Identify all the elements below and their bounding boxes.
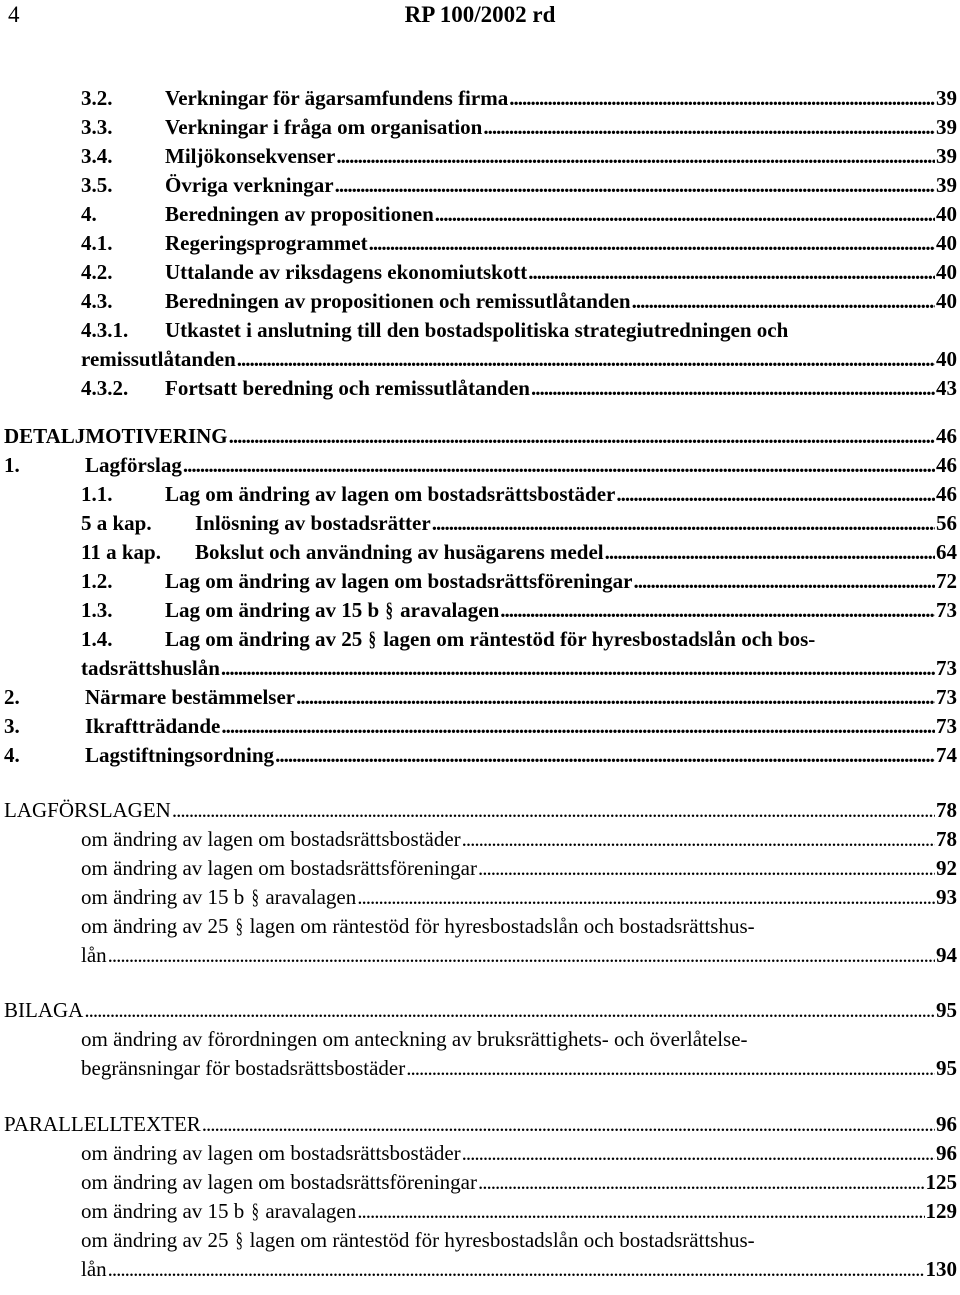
toc-entry-page: 39: [936, 173, 957, 198]
toc-entry[interactable]: [0, 229, 957, 258]
page-header: [0, 0, 960, 36]
toc-entry[interactable]: [0, 596, 957, 625]
toc-entry[interactable]: [0, 854, 957, 883]
toc-leader-dots: [605, 538, 935, 567]
document-id: RP 100/2002 rd: [404, 2, 556, 27]
toc-leader-dots: [435, 200, 935, 229]
toc-entry-title: Uttalande av riksdagens ekonomiutskott: [165, 260, 528, 285]
toc-leader-dots: [616, 480, 935, 509]
toc-section-parallelltexter[interactable]: [0, 1110, 957, 1139]
toc-section-title: LAGFÖRSLAGEN: [4, 798, 171, 823]
toc-entry-page: 40: [936, 289, 957, 314]
toc-leader-dots: [462, 825, 935, 854]
toc-section-title: DETALJMOTIVERING: [4, 423, 228, 448]
toc-entry[interactable]: [0, 1139, 957, 1168]
toc-entry[interactable]: [0, 451, 957, 480]
toc-entry-page: 73: [936, 655, 957, 680]
toc-section-detaljmotivering[interactable]: [0, 422, 957, 451]
toc-entry-number: 3.: [4, 713, 20, 738]
toc-entry-title: Utkastet i anslutning till den bostadspolitiska strategiutredningen och: [165, 318, 789, 343]
toc-leader-dots: [357, 1197, 924, 1226]
toc-entry-title: tadsrättshuslån: [81, 655, 220, 680]
toc-entry-number: 4.2.: [81, 260, 113, 285]
toc-entry-page: 46: [936, 423, 957, 448]
toc-entry-page: 72: [936, 568, 957, 593]
toc-entry-title: Verkningar för ägarsamfundens firma: [165, 86, 509, 110]
toc-entry-title: om ändring av lagen om bostadsrättsföreningar: [81, 856, 477, 881]
toc-entry-title: Fortsatt beredning och remissutlåtanden: [165, 376, 530, 401]
toc-entry[interactable]: [0, 200, 957, 229]
toc-entry[interactable]: [0, 567, 957, 596]
toc-entry[interactable]: [0, 480, 957, 509]
toc-entry[interactable]: [0, 113, 957, 142]
toc-entry-title: om ändring av lagen om bostadsrättsföreningar: [81, 1169, 477, 1194]
toc-entry-title: begränsningar för bostadsrättsbostäder: [81, 1056, 406, 1081]
toc-entry[interactable]: [0, 1197, 957, 1226]
toc-leader-dots: [221, 712, 935, 741]
toc-leader-dots: [633, 567, 935, 596]
toc-section-title: PARALLELLTEXTER: [4, 1111, 201, 1136]
toc-entry-number: 4.: [81, 202, 97, 227]
toc-entry[interactable]: [0, 374, 957, 403]
toc-entry-title: [81, 1226, 755, 1255]
toc-entry-page: 40: [936, 260, 957, 285]
toc-entry-title: Övriga verkningar: [165, 173, 334, 198]
toc-leader-dots: [406, 1054, 935, 1083]
toc-leader-dots: [462, 1139, 935, 1168]
paragraph-symbol: §: [235, 1227, 243, 1252]
toc-entry[interactable]: [0, 625, 960, 654]
toc-leader-dots: [509, 84, 935, 113]
toc-entry-number: 2.: [4, 684, 20, 709]
toc-leader-dots: [336, 142, 935, 171]
toc-leader-dots: [237, 345, 935, 374]
toc-leader-dots: [478, 854, 935, 883]
toc-leader-dots: [357, 883, 935, 912]
toc-entry-title: Verkningar i fråga om organisation: [165, 115, 483, 140]
toc-entry[interactable]: [0, 142, 957, 171]
toc-leader-dots: [202, 1110, 935, 1139]
toc-entry-continuation[interactable]: [0, 654, 957, 683]
toc-entry-title: remissutlåtanden: [81, 347, 236, 372]
toc-entry[interactable]: [0, 1226, 960, 1255]
toc-entry-page: 95: [936, 998, 957, 1023]
title-part: aravalagen: [265, 885, 357, 910]
toc-entry-page: 130: [925, 1256, 957, 1281]
paragraph-symbol: §: [235, 914, 243, 939]
paragraph-symbol: §: [251, 885, 259, 910]
toc-entry[interactable]: [0, 1168, 957, 1197]
toc-entry-number: 1.4.: [81, 626, 113, 651]
paragraph-symbol: §: [369, 626, 377, 651]
toc-entry[interactable]: [0, 712, 957, 741]
toc-entry-continuation[interactable]: [0, 345, 957, 374]
toc-entry-number: 4.3.2.: [81, 376, 129, 401]
toc-entry-title: [165, 625, 815, 654]
toc-entry-page: 78: [936, 827, 957, 852]
toc-section-lagforslagen[interactable]: [0, 796, 957, 825]
toc-entry-title: Lag om ändring av lagen om bostadsrättsbostäder: [165, 481, 616, 506]
title-part: lagen om räntestöd för hyresbostadslån och bostadsrättshus-: [249, 1227, 755, 1252]
toc-entry-page: 40: [936, 347, 957, 372]
toc-entry-page: 93: [936, 885, 957, 910]
toc-entry-page: 39: [936, 115, 957, 140]
toc-entry-page: 39: [936, 86, 957, 110]
toc-entry-number: 3.5.: [81, 173, 113, 198]
toc-leader-dots: [483, 113, 935, 142]
toc-section-title: BILAGA: [4, 998, 84, 1023]
title-part: om ändring av 15 b: [81, 885, 245, 910]
toc-entry-page: 40: [936, 202, 957, 227]
toc-entry-number: 3.4.: [81, 144, 113, 169]
toc-entry[interactable]: [0, 84, 957, 113]
toc-entry-page: 129: [925, 1198, 957, 1223]
toc-entry-page: 64: [936, 539, 957, 564]
title-part: Lag om ändring av 15 b: [165, 597, 380, 622]
toc-entry-page: 96: [936, 1140, 957, 1165]
toc-entry-title: Lagstiftningsordning: [85, 743, 275, 768]
toc-entry-page: 92: [936, 856, 957, 881]
toc-entry-page: 73: [936, 597, 957, 622]
toc-entry-title: Lagförslag: [85, 452, 182, 477]
toc-entry-title: Lag om ändring av lagen om bostadsrättsföreningar: [165, 568, 633, 593]
toc-entry[interactable]: [0, 538, 957, 567]
toc-entry-number: 3.2.: [81, 86, 113, 110]
toc-leader-dots: [172, 796, 935, 825]
toc-leader-dots: [229, 422, 935, 451]
toc-entry[interactable]: [0, 683, 957, 712]
toc-entry-page: 78: [936, 798, 957, 823]
paragraph-symbol: §: [385, 597, 394, 622]
toc-entry[interactable]: [0, 741, 957, 770]
toc-entry-title: Ikraftträdande: [85, 713, 221, 738]
toc-entry[interactable]: [0, 287, 957, 316]
title-part: lagen om räntestöd för hyresbostadslån och bostadsrättshus-: [249, 914, 755, 939]
toc-leader-dots: [221, 654, 935, 683]
toc-entry[interactable]: [0, 1025, 960, 1054]
toc-entry-title: [81, 1197, 356, 1226]
toc-leader-dots: [183, 451, 935, 480]
toc-entry-page: 125: [925, 1169, 957, 1194]
toc-entry-number: 3.3.: [81, 115, 113, 140]
toc-entry-title: Inlösning av bostadsrätter: [195, 510, 431, 535]
title-part: Lag om ändring av 25: [165, 626, 363, 651]
toc-section-bilaga[interactable]: [0, 996, 957, 1025]
toc-leader-dots: [528, 258, 935, 287]
title-part: om ändring av 15 b: [81, 1198, 245, 1223]
toc-entry-page: 73: [936, 713, 957, 738]
title-part: aravalagen: [265, 1198, 357, 1223]
toc-entry-page: 46: [936, 481, 957, 506]
toc-leader-dots: [632, 287, 935, 316]
title-part: om ändring av 25: [81, 914, 229, 939]
toc-entry-page: 95: [936, 1056, 957, 1081]
toc-leader-dots: [275, 741, 935, 770]
toc-entry[interactable]: [0, 825, 957, 854]
toc-entry-page: 73: [936, 684, 957, 709]
title-part: om ändring av 25: [81, 1227, 229, 1252]
toc-leader-dots: [432, 509, 935, 538]
toc-entry[interactable]: [0, 258, 957, 287]
toc-entry-number: 4.3.: [81, 289, 113, 314]
toc-leader-dots: [296, 683, 935, 712]
toc-entry-title: Bokslut och användning av husägarens medel: [195, 539, 604, 564]
toc-entry-page: 56: [936, 510, 957, 535]
toc-entry-title: Regeringsprogrammet: [165, 231, 368, 256]
toc-leader-dots: [335, 171, 935, 200]
toc-entry-title: lån: [81, 943, 107, 968]
toc-entry-number: 4.1.: [81, 231, 113, 256]
toc-entry-continuation[interactable]: [0, 1054, 957, 1083]
paragraph-symbol: §: [251, 1198, 259, 1223]
toc-entry-number: 4.3.1.: [81, 318, 129, 343]
toc-entry[interactable]: [0, 316, 960, 345]
toc-entry-page: 43: [936, 376, 957, 401]
toc-leader-dots: [478, 1168, 925, 1197]
toc-entry-title: Beredningen av propositionen och remissutlåtanden: [165, 289, 631, 314]
toc-entry-continuation[interactable]: [0, 941, 957, 970]
toc-entry-number: 4.: [4, 743, 20, 768]
toc-entry-page: 96: [936, 1111, 957, 1136]
toc-entry-number: 5 a kap.: [81, 510, 152, 535]
toc-entry-number: 1.3.: [81, 597, 113, 622]
toc-entry-number: 1.: [4, 452, 20, 477]
toc-entry-title: [165, 596, 499, 625]
toc-entry-title: om ändring av lagen om bostadsrättsbostäder: [81, 827, 461, 852]
toc-entry-title: [81, 912, 755, 941]
toc-entry-page: 94: [936, 943, 957, 968]
toc-leader-dots: [84, 996, 935, 1025]
toc-leader-dots: [531, 374, 935, 403]
table-of-contents: [0, 84, 960, 1284]
toc-entry-page: 39: [936, 144, 957, 169]
toc-entry[interactable]: [0, 883, 957, 912]
toc-entry-number: 1.2.: [81, 568, 113, 593]
toc-entry-title: lån: [81, 1256, 107, 1281]
toc-entry[interactable]: [0, 509, 957, 538]
toc-entry[interactable]: [0, 171, 957, 200]
toc-entry-title: Beredningen av propositionen: [165, 202, 434, 227]
toc-leader-dots: [108, 1255, 925, 1284]
toc-entry-title: [81, 883, 356, 912]
toc-leader-dots: [108, 941, 935, 970]
toc-entry-page: 46: [936, 452, 957, 477]
toc-entry[interactable]: [0, 912, 960, 941]
toc-entry-title: om ändring av förordningen om anteckning av bruksrättighets- och överlåtelse-: [81, 1027, 748, 1052]
toc-entry-number: 11 a kap.: [81, 539, 161, 564]
toc-entry-page: 40: [936, 231, 957, 256]
toc-entry-title: om ändring av lagen om bostadsrättsbostäder: [81, 1140, 461, 1165]
title-part: aravalagen: [400, 597, 500, 622]
toc-entry-title: Miljökonsekvenser: [165, 144, 336, 169]
toc-leader-dots: [369, 229, 935, 258]
toc-entry-page: 74: [936, 743, 957, 768]
title-part: lagen om räntestöd för hyresbostadslån och bos-: [383, 626, 816, 651]
toc-entry-number: 1.1.: [81, 481, 113, 506]
toc-entry-continuation[interactable]: [0, 1255, 957, 1284]
toc-entry-title: Närmare bestämmelser: [85, 684, 296, 709]
toc-leader-dots: [500, 596, 935, 625]
page-number: 4: [8, 2, 20, 27]
